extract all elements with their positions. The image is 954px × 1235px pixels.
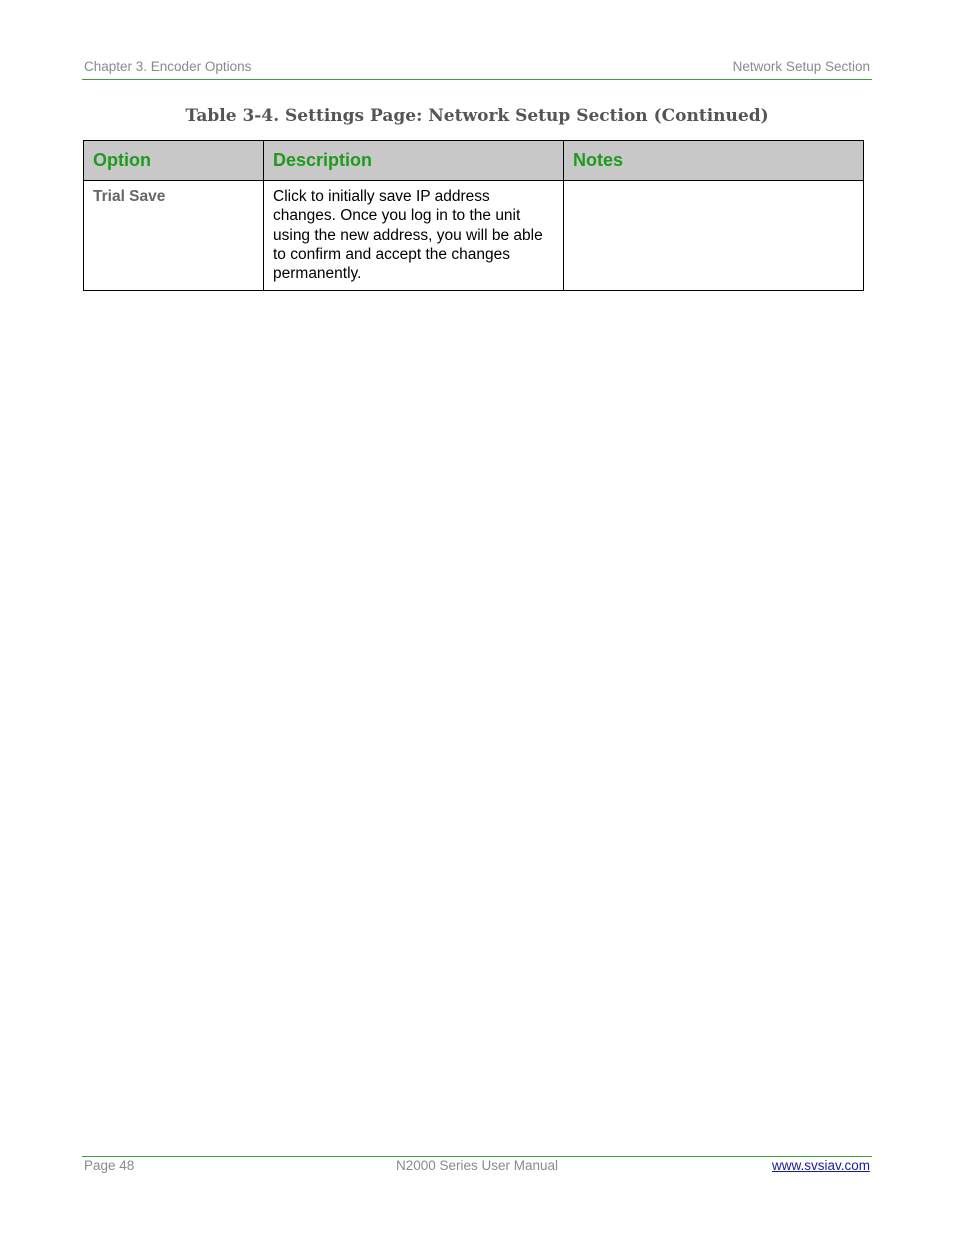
table-caption: Table 3-4. Settings Page: Network Setup Section (Continued) bbox=[185, 106, 769, 126]
settings-table bbox=[83, 140, 864, 291]
column-header-notes: Notes bbox=[564, 141, 864, 181]
option-cell: Trial Save bbox=[84, 181, 264, 291]
column-header-option: Option bbox=[84, 141, 264, 181]
page-number: Page 48 bbox=[84, 1158, 135, 1173]
running-header bbox=[84, 59, 870, 79]
manual-title: N2000 Series User Manual bbox=[395, 1158, 559, 1173]
running-footer bbox=[84, 1158, 870, 1178]
notes-cell bbox=[564, 181, 864, 291]
table-row bbox=[84, 181, 864, 291]
footer-rule bbox=[82, 1156, 872, 1157]
table-header-row bbox=[84, 141, 864, 181]
section-title: Network Setup Section bbox=[732, 59, 870, 74]
website-link[interactable]: www.svsiav.com bbox=[771, 1158, 870, 1173]
chapter-title: Chapter 3. Encoder Options bbox=[84, 59, 252, 74]
description-cell: Click to initially save IP address changes. Once you log in to the unit using the new address, you will be able to confirm and accept the changes permanently. bbox=[264, 181, 564, 291]
header-rule bbox=[82, 79, 872, 80]
column-header-description: Description bbox=[264, 141, 564, 181]
